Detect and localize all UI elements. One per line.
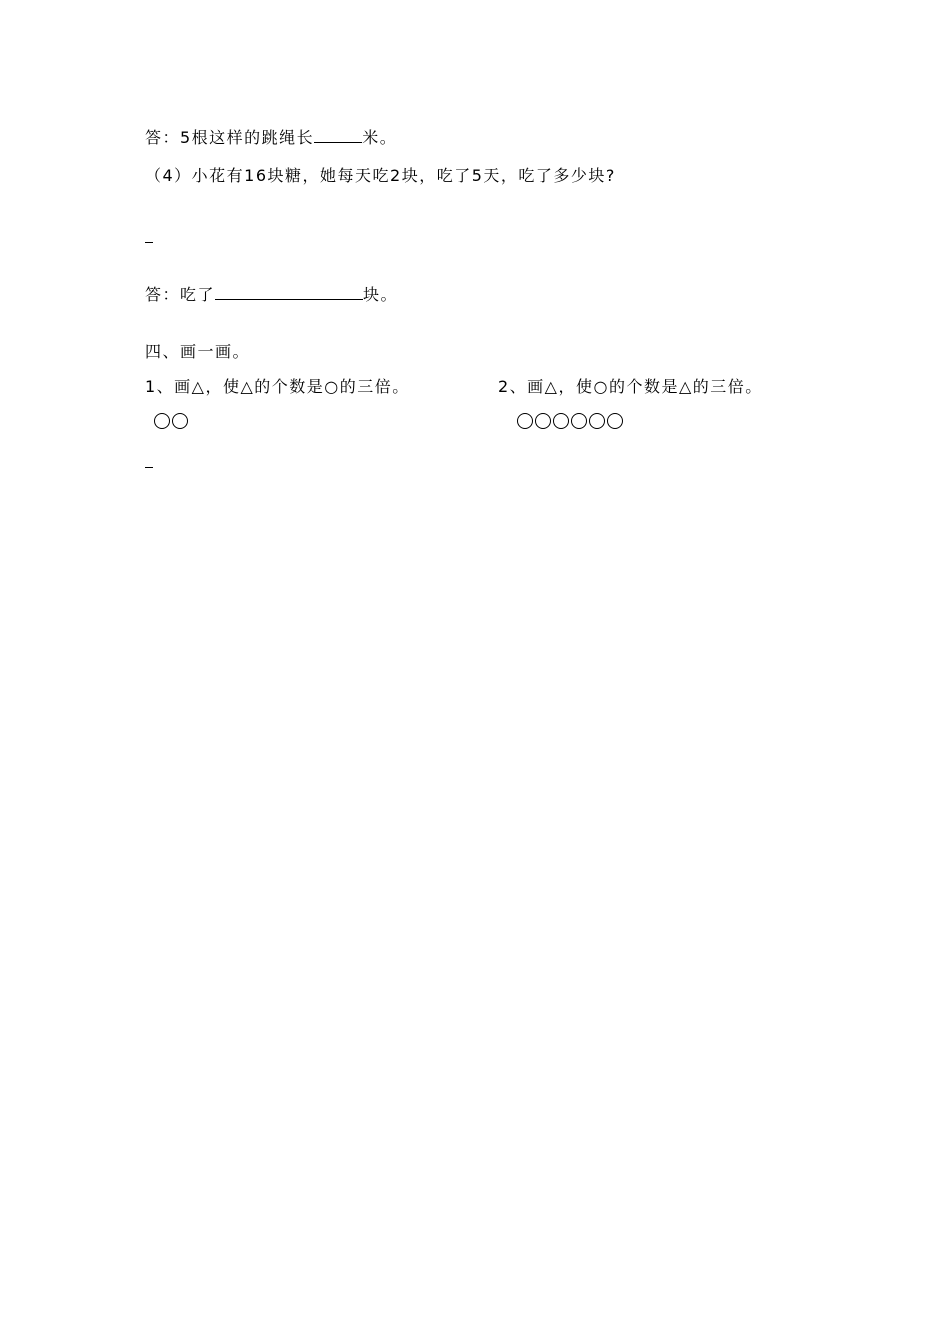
circle-icon [571,413,587,429]
circle-icon [607,413,623,429]
q4-answer-line [145,284,398,305]
circle-icon [589,413,605,429]
section4-title: 四、画一画。 [145,342,251,361]
q3-answer-prefix: 答：5根这样的跳绳长 [145,128,315,147]
q3-answer-suffix: 米。 [362,128,398,147]
task2-circles [517,413,623,429]
circle-icon [535,413,551,429]
circle-icon [517,413,533,429]
circle-icon [553,413,569,429]
task2-text: 2、画△，使○的个数是△的三倍。 [498,377,763,396]
q4-work-mark [145,242,153,243]
q3-answer-blank[interactable] [314,127,362,143]
task1-text: 1、画△，使△的个数是○的三倍。 [145,377,410,396]
task1-work-mark [145,467,153,468]
circle-icon [172,413,188,429]
q4-answer-suffix: 块。 [363,285,399,304]
q4-answer-prefix: 答：吃了 [145,285,216,304]
q3-answer-line [145,127,397,148]
q4-question: （4）小花有16块糖，她每天吃2块，吃了5天，吃了多少块? [145,166,616,185]
circle-icon [154,413,170,429]
task1-circles [154,413,188,429]
q4-answer-blank[interactable] [215,284,363,300]
